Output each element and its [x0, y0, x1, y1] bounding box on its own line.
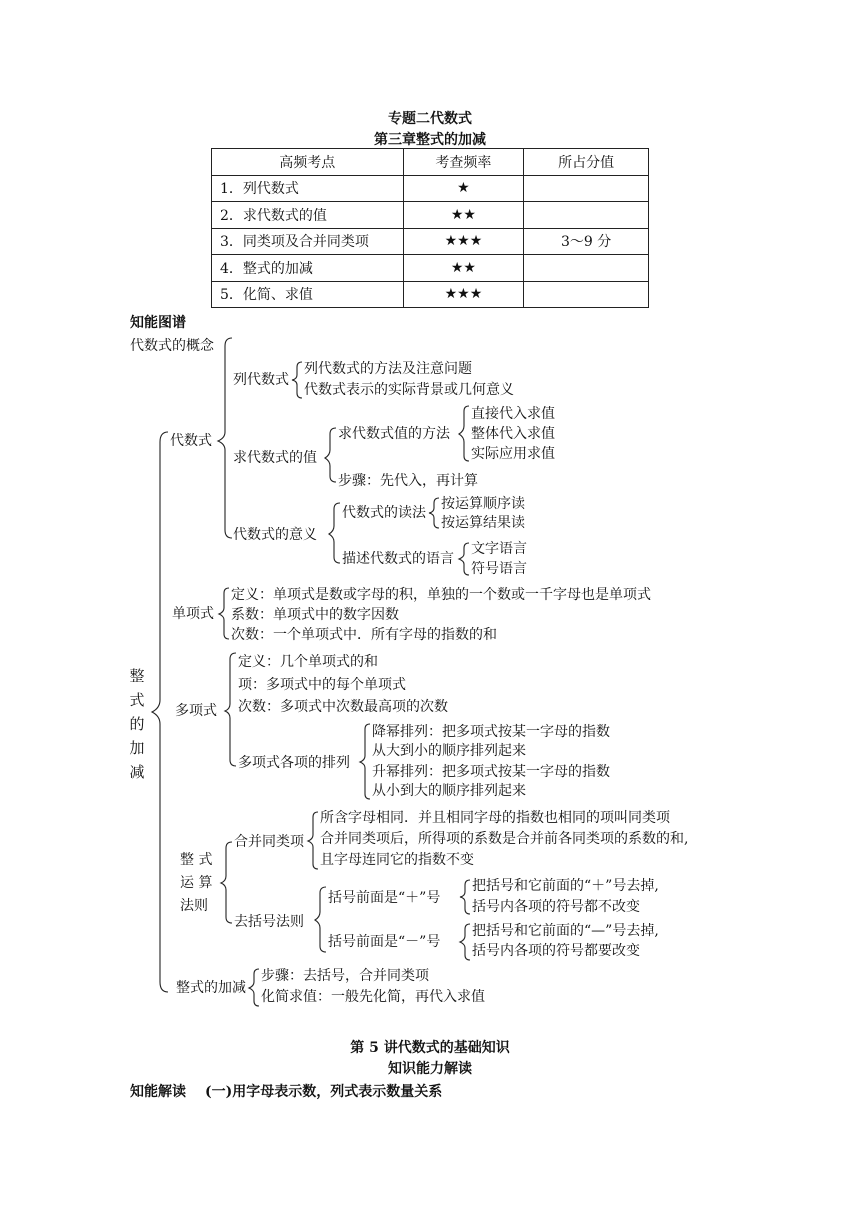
node-daishushi: 代数式	[170, 433, 212, 449]
node-yunsuan-2: 运 算	[180, 875, 213, 891]
leaf: 从大到小的顺序排列起来	[372, 743, 526, 759]
leaf: 定义：单项式是数或字母的积，单独的一个数或一千字母也是单项式	[231, 587, 651, 603]
leaf: 把括号和它前面的“—”号去掉,	[472, 923, 659, 939]
leaf: 步骤：先代入，再计算	[338, 473, 478, 489]
node-yunsuan-1: 整 式	[180, 852, 213, 868]
leaf: 降幂排列：把多项式按某一字母的指数	[372, 724, 610, 740]
leaf: 项：多项式中的每个单项式	[238, 677, 406, 693]
node-read: 代数式的读法	[342, 505, 426, 521]
leaf: 从小到大的顺序排列起来	[372, 783, 526, 799]
chapter-title: 第三章整式的加减	[374, 132, 486, 148]
leaf: 系数：单项式中的数字因数	[231, 607, 399, 623]
node-qiu-zhi: 求代数式的值	[233, 450, 317, 466]
node-desc: 描述代数式的语言	[342, 551, 454, 567]
leaf: 文字语言	[471, 541, 527, 557]
lecture-subtitle: 知识能力解读	[388, 1061, 472, 1077]
leaf: 次数：一个单项式中．所有字母的指数的和	[231, 627, 497, 643]
node-method: 求代数式值的方法	[338, 426, 450, 442]
section-title: (一)用字母表示数，列式表示数量关系	[205, 1084, 443, 1100]
node-minus: 括号前面是“－”号	[328, 934, 441, 950]
root-label: 整 式 的 加 减	[129, 667, 145, 781]
table-cell-point: 1．列代数式	[212, 175, 404, 202]
node-kuohao: 去括号法则	[234, 914, 304, 930]
leaf: 且字母连同它的指数不变	[320, 852, 474, 868]
table-header: 所占分值	[524, 149, 649, 176]
node-hebing: 合并同类项	[234, 834, 304, 850]
leaf: 括号内各项的符号都不改变	[472, 899, 640, 915]
leaf: 括号内各项的符号都要改变	[472, 943, 640, 959]
node-plus: 括号前面是“＋”号	[328, 890, 441, 906]
leaf: 代数式表示的实际背景或几何意义	[304, 382, 514, 398]
leaf: 整体代入求值	[471, 426, 555, 442]
table-cell-freq: ★★★	[403, 228, 524, 255]
table-cell-freq: ★★★	[403, 281, 524, 308]
table-cell-point: 2．求代数式的值	[212, 202, 404, 229]
leaf: 升幂排列：把多项式按某一字母的指数	[372, 764, 610, 780]
node-yunsuan-3: 法则	[180, 898, 208, 914]
node-jiajian: 整式的加减	[176, 980, 246, 996]
table-cell-score: 3～9 分	[524, 228, 649, 255]
leaf: 按运算结果读	[441, 515, 525, 531]
node-lie-daishushi: 列代数式	[233, 372, 289, 388]
leaf: 步骤：去括号，合并同类项	[261, 968, 429, 984]
lecture-title: 第 5 讲代数式的基础知识	[350, 1040, 510, 1056]
table-cell-freq: ★★	[403, 255, 524, 282]
table-cell-point: 3．同类项及合并同类项	[212, 228, 404, 255]
node-danxiangshi: 单项式	[172, 606, 214, 622]
table-cell-freq: ★	[403, 175, 524, 202]
leaf: 列代数式的方法及注意问题	[304, 361, 472, 377]
section-label: 知能解读	[130, 1084, 186, 1100]
leaf: 实际应用求值	[471, 446, 555, 462]
leaf: 按运算顺序读	[441, 496, 525, 512]
node-pailie: 多项式各项的排列	[238, 755, 350, 771]
leaf: 次数：多项式中次数最高项的次数	[238, 699, 448, 715]
leaf: 合并同类项后，所得项的系数是合并前各同类项的系数的和,	[320, 831, 689, 847]
node-duoxiangshi: 多项式	[175, 703, 217, 719]
map-title: 知能图谱	[130, 315, 186, 331]
concept-label: 代数式的概念	[130, 338, 214, 354]
table-header: 考查频率	[403, 149, 524, 176]
table-header: 高频考点	[212, 149, 404, 176]
table-cell-point: 4．整式的加减	[212, 255, 404, 282]
leaf: 直接代入求值	[471, 406, 555, 422]
leaf: 化简求值：一般先化简，再代入求值	[261, 989, 485, 1005]
topic-title: 专题二代数式	[388, 111, 472, 127]
leaf: 符号语言	[471, 561, 527, 577]
table-cell-freq: ★★	[403, 202, 524, 229]
leaf: 所含字母相同．并且相同字母的指数也相同的项叫同类项	[320, 810, 670, 826]
leaf: 把括号和它前面的“＋”号去掉,	[472, 878, 659, 894]
leaf: 定义：几个单项式的和	[238, 654, 378, 670]
table-cell-point: 5．化简、求值	[212, 281, 404, 308]
node-yiyi: 代数式的意义	[233, 527, 317, 543]
